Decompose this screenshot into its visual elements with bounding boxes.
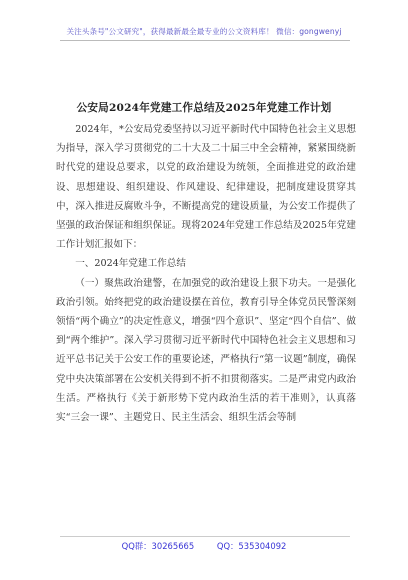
footer-divider bbox=[60, 536, 350, 537]
body-paragraph: （一）聚焦政治建警，在加强党的政治建设上狠下功夫。一是强化政治引领。始终把党的政治建设摆在首位，教育引导全体党员民警深刻领悟“两个确立”的决定性意义，增强“四个意识”、坚定“四个自信”、做到“两个维护”。深入学习贯彻习近平新时代中国特色社会主义思想和习近平总书记关于公安工作的重要论述，严格执行“第一议题”制度，确保党中央决策部署在公安机关得到不折不扣贯彻落实。二是严肃党内政治生活。严格执行《关于新形势下党内政治生活的若干准则》，认真落实“三会一课”、主题党日、民主生活会、组织生活会等制 bbox=[56, 277, 356, 424]
intro-paragraph: 2024年，*公安局党委坚持以习近平新时代中国特色社会主义思想为指导，深入学习贯彻党的二十大及二十届三中全会精神，紧紧围绕新时代党的建设总要求，以党的政治建设为统领，全面推进党的政治建设、思想建设、组织建设、作风建设、纪律建设，把制度建设贯穿其中，深入推进反腐败斗争，不断提高党的建设质量，为公安工作提供了坚强的政治保证和组织保证。现将2024年党建工作总结及2025年党建工作计划汇报如下： bbox=[56, 124, 356, 251]
header-banner: 关注头条号"公文研究"，获得最新最全最专业的公文资料库！ 微信：gongwenyj bbox=[66, 27, 342, 36]
header-divider bbox=[60, 40, 350, 41]
footer-qq-group: QQ群：30265665 bbox=[121, 541, 195, 551]
section-heading: 一、2024年党建工作总结 bbox=[75, 258, 186, 270]
footer-contacts bbox=[0, 540, 408, 552]
document-body bbox=[56, 120, 356, 427]
document-title: 公安局2024年党建工作总结及2025年党建工作计划 bbox=[76, 102, 332, 114]
footer-qq: QQ：535304092 bbox=[216, 541, 287, 551]
